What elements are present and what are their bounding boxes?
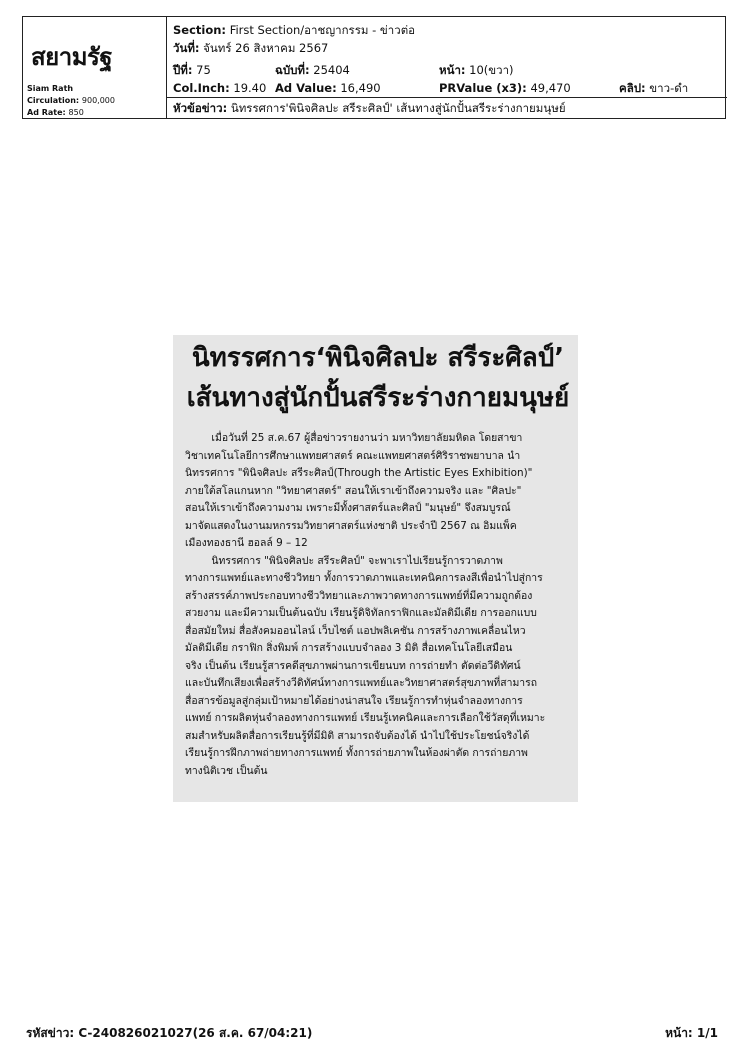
section-label: Section:: [173, 23, 227, 37]
news-code: รหัสข่าว: C-240826021027(26 ส.ค. 67/04:21): [26, 1026, 313, 1040]
headline-info: [173, 101, 566, 115]
clip-info: [619, 81, 688, 95]
article-line: เรียนรู้การฝึกภาพถ่ายทางการแพทย์ ทั้งการถ่ายภาพในห้องผ่าตัด การถ่ายภาพ: [185, 747, 528, 759]
pr-value-label: PRValue (x3):: [439, 81, 527, 95]
issue-info: [275, 63, 350, 77]
article-line: เมื่อวันที่ 25 ส.ค.67 ผู้สื่อข่าวรายงานว่า มหาวิทยาลัยมหิดล โดยสาขา: [185, 432, 523, 444]
article-line: สร้างสรรค์ภาพประกอบทางชีววิทยาและภาพวาดทางการแพทย์ที่มีความถูกต้อง: [185, 589, 533, 602]
section-value: First Section/อาชญากรรม - ข่าวต่อ: [229, 23, 416, 37]
page-label: หน้า:: [439, 63, 466, 77]
ad-value-info: [275, 81, 381, 95]
article-line: สวยงาม และมีความเป็นต้นฉบับ เรียนรู้ดิจิทัลกราฟิกและมัลติมีเดีย การออกแบบ: [185, 607, 537, 619]
article-body: [185, 430, 567, 780]
article-line: มาจัดแสดงในงานมหกรรมวิทยาศาสตร์แห่งชาติ ประจำปี 2567 ณ อิมแพ็ค: [185, 519, 517, 532]
article-headline-line-1: นิทรรศการ‘พินิจศิลปะ สรีระศิลป์’: [191, 343, 565, 373]
col-inch-value: 19.40: [233, 81, 267, 95]
page-value: 10(ขวา): [469, 63, 514, 77]
issue-label: ฉบับที่:: [275, 63, 310, 77]
circulation-value: 900,000: [81, 96, 115, 105]
pr-value-value: 49,470: [530, 81, 571, 95]
date-value: จันทร์ 26 สิงหาคม 2567: [203, 41, 329, 55]
article-line: สื่อสมัยใหม่ สื่อสังคมออนไลน์ เว็บไซต์ แอปพลิเคชัน การสร้างภาพเคลื่อนไหว: [185, 624, 526, 637]
year-value: 75: [196, 63, 211, 77]
headline-value: นิทรรศการ'พินิจศิลปะ สรีระศิลป์' เส้นทางสู่นักปั้นสรีระร่างกายมนุษย์: [230, 101, 566, 115]
date-label: วันที่:: [173, 41, 200, 55]
article-line: สอนให้เราเข้าถึงความงาม เพราะมีทั้งศาสตร์และศิลป์ "มนุษย์" จึงสมบูรณ์: [185, 502, 511, 514]
article-line: ทางการแพทย์และทางชีววิทยา ทั้งการวาดภาพและเทคนิคการลงสีเพื่อนำไปสู่การ: [185, 572, 543, 584]
clip-value: ขาว-ดำ: [649, 81, 689, 95]
page-count: หน้า: 1/1: [665, 1026, 718, 1040]
publication-name: Siam Rath: [27, 84, 74, 93]
ad-rate: [27, 107, 84, 118]
article-line: วิชาเทคโนโลยีการศึกษาแพทยศาสตร์ คณะแพทยศาสตร์ศิริราชพยาบาล นำ: [185, 449, 521, 462]
circulation: [27, 95, 115, 106]
article-line: ภายใต้สโลแกนหาก "วิทยาศาสตร์" สอนให้เราเข้าถึงความจริง และ "ศิลปะ": [185, 484, 522, 497]
date-info: [173, 41, 328, 55]
article-line: ทางนิติเวช เป็นต้น: [185, 764, 268, 777]
year-label: ปีที่:: [173, 63, 193, 77]
ad-value-label: Ad Value:: [275, 81, 337, 95]
article-line: นิทรรศการ "พินิจศิลปะ สรีระศิลป์(Through the Artistic Eyes Exhibition)": [185, 467, 533, 479]
news-clipping: [173, 335, 578, 802]
clip-label: คลิป:: [619, 81, 646, 95]
page-info: [439, 63, 514, 77]
year-info: [173, 63, 211, 77]
article-line: เมืองทองธานี ฮอลล์ 9 – 12: [185, 537, 308, 549]
article-line: นิทรรศการ "พินิจศิลปะ สรีระศิลป์" จะพาเราไปเรียนรู้การวาดภาพ: [185, 554, 503, 567]
col-inch-info: [173, 81, 266, 95]
ad-rate-value: 850: [68, 108, 84, 117]
col-inch-label: Col.Inch:: [173, 81, 230, 95]
clipping-header: [22, 16, 726, 119]
ad-value-value: 16,490: [340, 81, 381, 95]
article-line: สื่อสารข้อมูลสู่กลุ่มเป้าหมายได้อย่างน่าสนใจ เรียนรู้การทำหุ่นจำลองทางการ: [185, 694, 523, 707]
pr-value-info: [439, 81, 571, 95]
circulation-key: Circulation:: [27, 96, 80, 105]
header-divider: [167, 97, 727, 98]
headline-label: หัวข้อข่าว:: [173, 101, 228, 115]
article-line: แพทย์ การผลิตหุ่นจำลองทางการแพทย์ เรียนรู้เทคนิคและการเลือกใช้วัสดุที่เหมาะ: [185, 712, 546, 724]
article-line: สมสำหรับผลิตสื่อการเรียนรู้ที่มีมิติ สามารถจับต้องได้ นำไปใช้ประโยชน์จริงได้: [185, 729, 530, 742]
ad-rate-key: Ad Rate:: [27, 108, 66, 117]
article-headline-line-2: เส้นทางสู่นักปั้นสรีระร่างกายมนุษย์: [186, 383, 570, 413]
publication-panel: [23, 17, 167, 118]
section-info: [173, 23, 415, 37]
issue-value: 25404: [313, 63, 350, 77]
article-line: และบันทึกเสียงเพื่อสร้างวีดิทัศน์ทางการแพทย์และวิทยาศาสตร์สุขภาพที่สามารถ: [185, 677, 538, 689]
article-line: มัลติมีเดีย กราฟิก สิ่งพิมพ์ การสร้างแบบจำลอง 3 มิติ สื่อเทคโนโลยีเสมือน: [185, 642, 513, 654]
article-line: จริง เป็นต้น เรียนรู้สารคดีสุขภาพผ่านการเขียนบท การถ่ายทำ ตัดต่อวีดิทัศน์: [185, 659, 521, 672]
publication-logo: สยามรัฐ: [31, 43, 113, 71]
